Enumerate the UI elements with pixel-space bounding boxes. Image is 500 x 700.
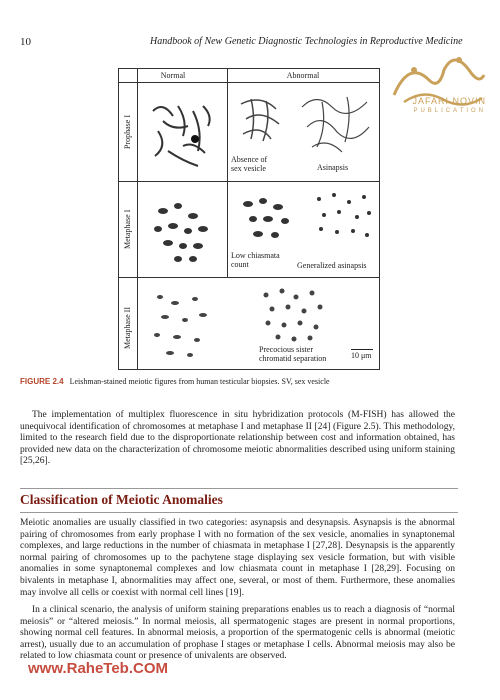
publisher-logo [384, 40, 494, 130]
watermark: www.RaheTeb.COM [28, 660, 169, 677]
figure-caption-label: FIGURE 2.4 [20, 377, 64, 386]
logo-subtitle: PUBLICATION [413, 108, 486, 114]
caption-asinapsis: Asinapsis [317, 163, 349, 172]
logo-name: JAFARI NOVIN [412, 96, 486, 106]
caption-precocious-separation: Precocious sister chromatid separation [259, 345, 327, 363]
running-title: Handbook of New Genetic Diagnostic Technologies in Reproductive Medicine [150, 36, 463, 47]
prophase-abnormal-image-1 [231, 89, 291, 149]
metaphase2-abnormal-image [254, 283, 334, 345]
figure-caption [20, 377, 330, 386]
prophase-normal-image [143, 91, 223, 176]
metaphase2-normal-image [145, 285, 219, 363]
column-divider [227, 69, 228, 277]
caption-generalized-asinapsis: Generalized asinapsis [297, 261, 367, 270]
scale-bar-line [351, 349, 373, 350]
label-column-divider [137, 69, 138, 369]
section-rule-top [20, 488, 458, 489]
caption-absence-sex-vesicle: Absence of sex vesicle [231, 155, 268, 173]
row-divider [119, 181, 379, 182]
row-label-prophase-1: Prophase I [123, 115, 132, 149]
paragraph-classification: Meiotic anomalies are usually classified in two categories: asynapsis and desynapsis. Asynapsis is the abnormal pairing of chromosomes from early prophase I with no formation of the sex vesicle, anomalies in synaptonemal complexes, and large reductions in the number of chiasmata in metaphase I [27,28]. Desynapsis is the apparently normal pairing of chromosomes up to the pachytene stage displaying sex vesicle formation, but with visible anomalies in some synaptonemal complexes and low chiasmata count in metaphase I [28,29]. Focusing on bivalents in metaphase I, abnormalities may affect one, several, or most of them. Furthermore, these anomalies may involve all cells or coexist with normal cell lines [19]. [20, 518, 455, 598]
header-divider [119, 82, 379, 83]
paragraph-clinical: In a clinical scenario, the analysis of uniform staining preparations enables us to reach a diagnosis of “normal meiosis” or “altered meiosis.” In normal meiosis, all spermatogenic stages are present in normal proportions, showing normal cell features. In abnormal meiosis, a proportion of the spermatogenic cells is abnormal (meiotic arrest), usually due to an accumulation of prophase I stages or metaphase I cells. Abnormal meiosis may also be related to low chiasmata count or presence of univalents are observed. [20, 605, 455, 662]
metaphase1-normal-image [143, 191, 223, 271]
page-number: 10 [20, 36, 31, 48]
column-header-normal: Normal [160, 71, 186, 80]
row-divider [119, 277, 379, 278]
prophase-abnormal-image-2 [297, 87, 375, 159]
scale-bar-label: 10 μm [351, 351, 372, 360]
caption-low-chiasmata: Low chiasmata count [231, 251, 280, 269]
metaphase1-abnormal-image-1 [233, 189, 303, 249]
row-label-metaphase-1: Metaphase I [123, 209, 132, 249]
paragraph-mfish: The implementation of multiplex fluorescence in situ hybridization protocols (M-FISH) has allowed the unequivocal identification of chromosomes at metaphase I and metaphase II [24] (Figure 2.5). This methodology, limited to the research field due to the disproportionate relationship between cost and information obtained, has provided new data on the characterization of chromosome meiotic abnormalities described using uniform staining [25,26]. [20, 410, 455, 467]
section-rule-bottom [20, 512, 458, 513]
meiotic-figure-panel [118, 68, 380, 370]
column-header-abnormal: Abnormal [286, 71, 320, 80]
metaphase1-abnormal-image-2 [309, 187, 375, 247]
row-label-metaphase-2: Metaphase II [123, 307, 132, 349]
section-heading: Classification of Meiotic Anomalies [20, 492, 223, 507]
figure-caption-text: Leishman-stained meiotic figures from human testicular biopsies. SV, sex vesicle [69, 377, 330, 386]
